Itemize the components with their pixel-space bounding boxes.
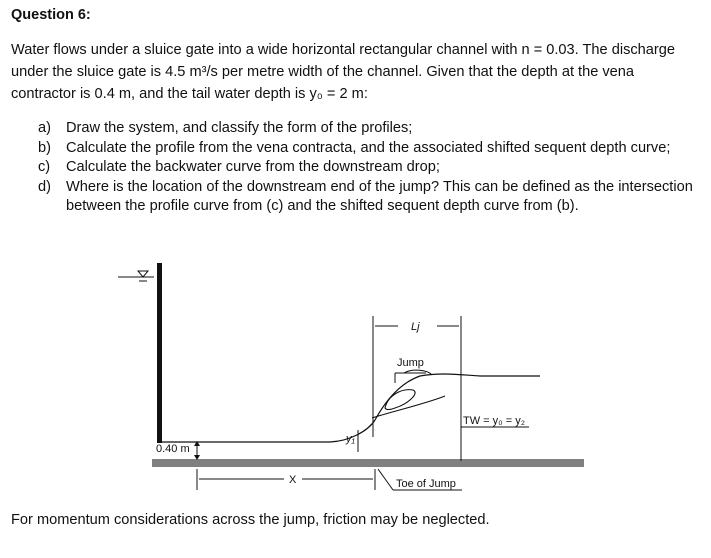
lj-label: Lj <box>411 321 420 333</box>
water-level-triangle-icon <box>138 271 148 277</box>
toe-pointer <box>378 469 393 490</box>
part-label: d) <box>38 178 51 195</box>
jump-surface-profile <box>375 374 540 420</box>
channel-bed <box>152 459 584 467</box>
part-text: Where is the location of the downstream end of the jump? This can be defined as the intersection between the profile curve from (c) and the shifted sequent depth curve from (b). <box>66 178 693 214</box>
part-text: Draw the system, and classify the form of the profiles; <box>66 120 413 136</box>
tailwater-label: TW = y₀ = y₂ <box>463 415 526 427</box>
statement-line: under the sluice gate is 4.5 m³/s per metre width of the channel. Given that the depth at the vena <box>11 64 635 80</box>
toe-of-jump-label: Toe of Jump <box>396 478 456 490</box>
statement-line: contractor is 0.4 m, and the tail water depth is y₀ = 2 m: <box>11 86 368 102</box>
part-label: c) <box>38 159 51 175</box>
part-label: b) <box>38 139 51 156</box>
part-text: Calculate the backwater curve from the downstream drop; <box>66 159 440 175</box>
part-label: a) <box>38 120 51 136</box>
part-text: Calculate the profile from the vena contracta, and the associated shifted sequent depth curve; <box>66 139 671 156</box>
supercritical-water-profile <box>162 420 375 442</box>
question-title: Question 6: <box>11 7 91 23</box>
gate-opening-label: 0.40 m <box>156 443 190 455</box>
sluice-gate <box>157 263 162 443</box>
jump-label: Jump <box>397 357 424 369</box>
statement-line: Water flows under a sluice gate into a wide horizontal rectangular channel with n = 0.03. The discharge <box>11 42 675 58</box>
x-label: X <box>289 474 297 486</box>
y1-label: y₁ <box>346 433 355 445</box>
footer-note: For momentum considerations across the jump, friction may be neglected. <box>11 512 490 528</box>
